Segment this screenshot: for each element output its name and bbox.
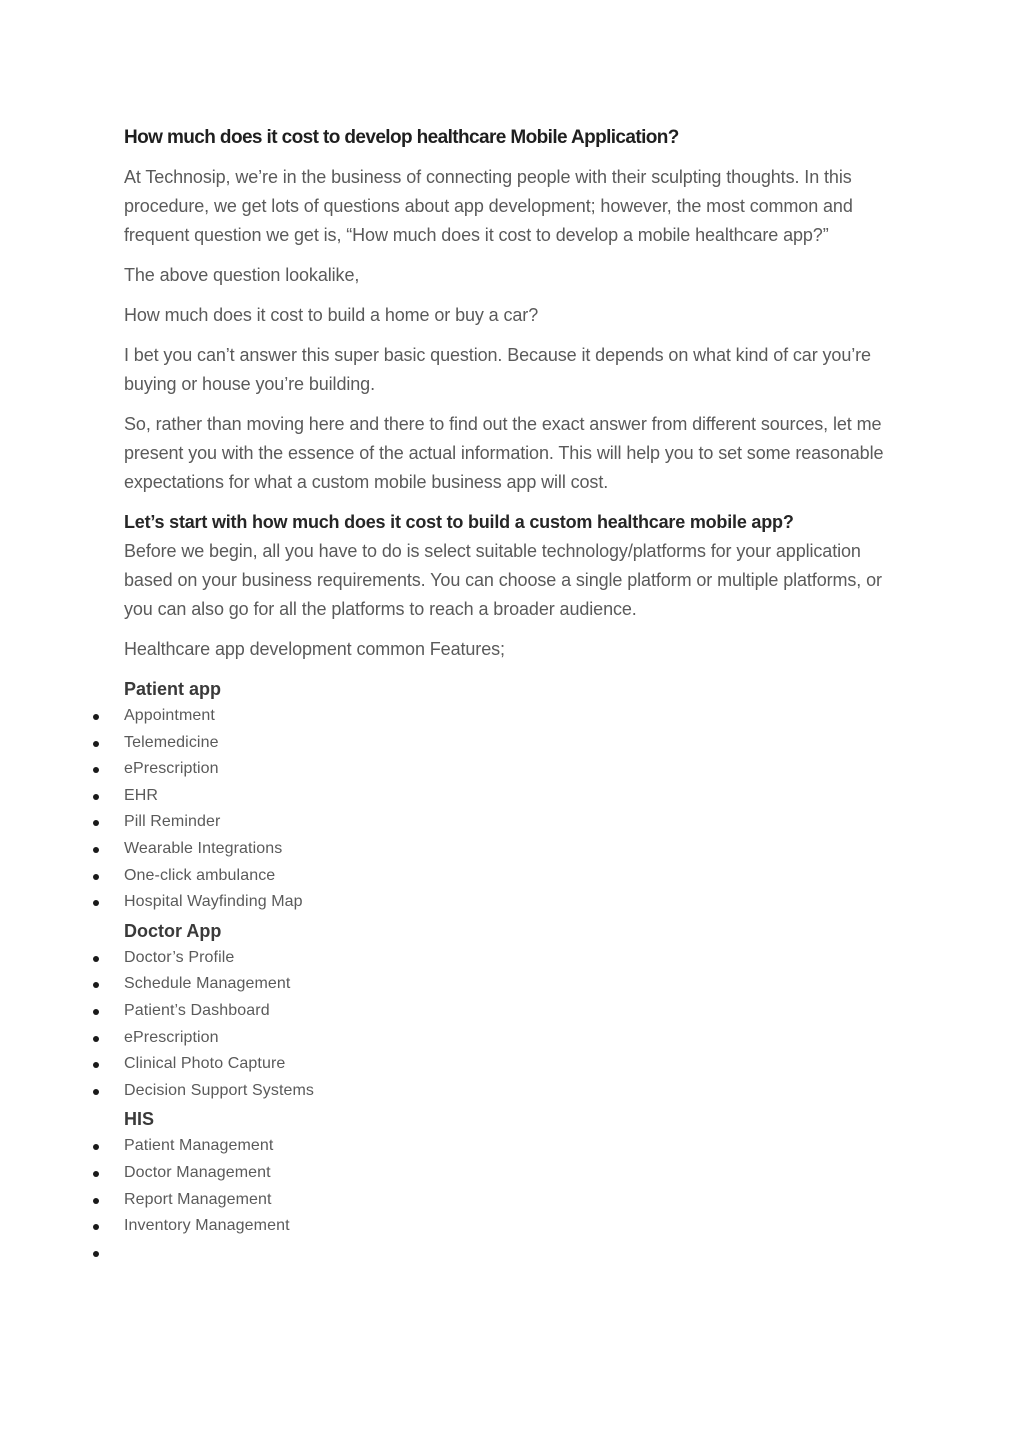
list-item	[124, 1187, 914, 1214]
document-body	[124, 124, 914, 1266]
list-item-text: Pill Reminder	[124, 813, 221, 831]
list-item-text: Clinical Photo Capture	[124, 1055, 286, 1073]
section-heading-his: HIS	[124, 1109, 155, 1130]
patient-app-feature-list	[124, 703, 914, 916]
section-heading-doctor-app: Doctor App	[124, 920, 222, 941]
list-item	[124, 730, 914, 757]
bullet-icon	[93, 1009, 99, 1015]
features-intro: Healthcare app development common Features;	[124, 639, 505, 659]
list-item-text: Decision Support Systems	[124, 1081, 315, 1099]
bullet-icon	[93, 1251, 99, 1257]
list-item	[124, 703, 914, 730]
list-item-text: Inventory Management	[124, 1217, 290, 1235]
document-title: How much does it cost to develop healthcare Mobile Application?	[124, 127, 679, 148]
list-item	[124, 783, 914, 810]
list-item-text: Appointment	[124, 707, 215, 724]
bullet-icon	[93, 982, 99, 988]
doctor-app-feature-list	[124, 945, 914, 1105]
list-item-text: EHR	[124, 786, 159, 804]
list-item-text: Telemedicine	[124, 733, 219, 751]
list-item	[124, 1051, 914, 1078]
list-item-text: ePrescription	[124, 760, 219, 778]
list-item	[124, 945, 914, 972]
list-item-text: One-click ambulance	[124, 866, 276, 884]
bullet-icon	[93, 1062, 99, 1068]
list-item-text: ePrescription	[124, 1028, 219, 1046]
intro-paragraph: The above question lookalike,	[124, 265, 360, 285]
list-item	[124, 971, 914, 998]
list-item-text: Schedule Management	[124, 975, 291, 993]
bullet-icon	[93, 820, 99, 826]
list-item	[124, 1078, 914, 1105]
list-item	[124, 1160, 914, 1187]
intro-paragraph: I bet you can’t answer this super basic question. Because it depends on what kind of car you’re buying or house you’re building.	[124, 345, 871, 394]
list-item	[124, 1240, 914, 1267]
list-item	[124, 998, 914, 1025]
bullet-icon	[93, 767, 99, 773]
list-item	[124, 1213, 914, 1240]
his-feature-list	[124, 1133, 914, 1266]
list-item-text: Doctor’s Profile	[124, 948, 235, 966]
list-item-text: Hospital Wayfinding Map	[124, 893, 303, 911]
bullet-icon	[93, 874, 99, 880]
intro-paragraph: At Technosip, we’re in the business of connecting people with their sculpting thoughts. In this procedure, we get lots of questions about app development; however, the most common and frequent question we get is, “How much does it cost to develop a mobile healthcare app?”	[124, 167, 853, 245]
list-item	[124, 863, 914, 890]
list-item	[124, 756, 914, 783]
bullet-icon	[93, 1224, 99, 1230]
section-heading-patient-app: Patient app	[124, 679, 222, 699]
bullet-icon	[93, 900, 99, 906]
list-item	[124, 836, 914, 863]
list-item	[124, 809, 914, 836]
list-item	[124, 1025, 914, 1052]
list-item-text: Wearable Integrations	[124, 839, 283, 857]
bullet-icon	[93, 1198, 99, 1204]
bullet-icon	[93, 794, 99, 800]
section-subheading: Let’s start with how much does it cost to build a custom healthcare mobile app?	[124, 512, 794, 532]
intro-paragraph: So, rather than moving here and there to find out the exact answer from different sources, let me present you with the essence of the actual information. This will help you to set some reasonable expectations for what a custom mobile business app will cost.	[124, 414, 884, 492]
bullet-icon	[93, 1036, 99, 1042]
bullet-icon	[93, 1089, 99, 1095]
list-item-text: Doctor Management	[124, 1163, 271, 1181]
list-item	[124, 1133, 914, 1160]
list-item-text: Patient Management	[124, 1137, 274, 1155]
bullet-icon	[93, 847, 99, 853]
bullet-icon	[93, 956, 99, 962]
intro-paragraph: How much does it cost to build a home or buy a car?	[124, 305, 539, 325]
bullet-icon	[93, 1144, 99, 1150]
bullet-icon	[93, 741, 99, 747]
list-item	[124, 889, 914, 916]
list-item-text: Report Management	[124, 1190, 272, 1208]
subheading-paragraph: Before we begin, all you have to do is select suitable technology/platforms for your application based on your business requirements. You can choose a single platform or multiple platforms, or you can also go for all the platforms to reach a broader audience.	[124, 541, 882, 619]
bullet-icon	[93, 1171, 99, 1177]
bullet-icon	[93, 714, 99, 720]
list-item-text: Patient’s Dashboard	[124, 1001, 270, 1019]
